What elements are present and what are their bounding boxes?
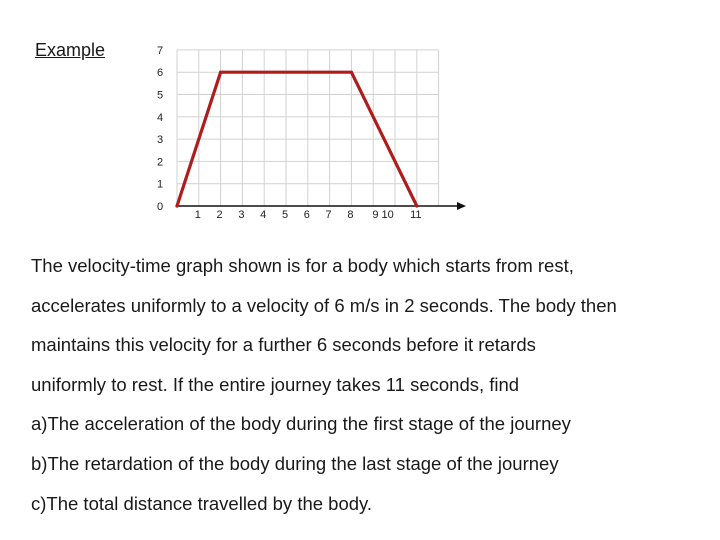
x-tick-label: 9 10 bbox=[372, 209, 394, 221]
problem-line: The velocity-time graph shown is for a body which starts from rest, bbox=[31, 255, 574, 276]
x-tick-label: 1 bbox=[194, 209, 201, 221]
x-tick-label: 2 bbox=[216, 209, 223, 221]
x-tick-label: 3 bbox=[238, 209, 245, 221]
x-axis-arrow-icon bbox=[457, 202, 466, 210]
y-tick-label: 3 bbox=[157, 134, 164, 147]
x-tick-label: 11 bbox=[410, 209, 422, 221]
example-heading: Example bbox=[35, 40, 106, 60]
problem-text bbox=[31, 246, 711, 523]
problem-line: uniformly to rest. If the entire journey takes 11 seconds, find bbox=[31, 373, 520, 395]
y-tick-label: 0 bbox=[157, 201, 164, 213]
velocity-data-point bbox=[415, 204, 418, 207]
problem-line: maintains this velocity for a further 6 seconds before it retards bbox=[31, 334, 536, 356]
problem-question-c: c)The total distance travelled by the body. bbox=[31, 492, 373, 514]
velocity-data-point bbox=[175, 204, 178, 207]
velocity-time-chart bbox=[0, 0, 720, 240]
problem-line: accelerates uniformly to a velocity of 6 m/s in 2 seconds. The body then bbox=[31, 294, 617, 316]
y-tick-label: 5 bbox=[157, 89, 164, 102]
x-tick-label: 7 bbox=[325, 209, 332, 221]
x-tick-label: 6 bbox=[303, 209, 310, 221]
velocity-data-point bbox=[350, 71, 353, 74]
velocity-data-point bbox=[219, 71, 222, 74]
y-tick-label: 6 bbox=[157, 67, 164, 80]
problem-question-a: a)The acceleration of the body during the first stage of the journey bbox=[31, 413, 571, 435]
x-tick-label: 4 bbox=[260, 209, 267, 221]
y-tick-label: 2 bbox=[157, 156, 164, 169]
y-tick-label: 7 bbox=[157, 44, 164, 57]
x-tick-label: 5 bbox=[281, 209, 289, 221]
x-tick-label: 8 bbox=[347, 209, 354, 221]
problem-question-b: b)The retardation of the body during the last stage of the journey bbox=[31, 452, 559, 474]
y-tick-label: 4 bbox=[157, 111, 164, 124]
y-tick-label: 1 bbox=[157, 178, 164, 191]
